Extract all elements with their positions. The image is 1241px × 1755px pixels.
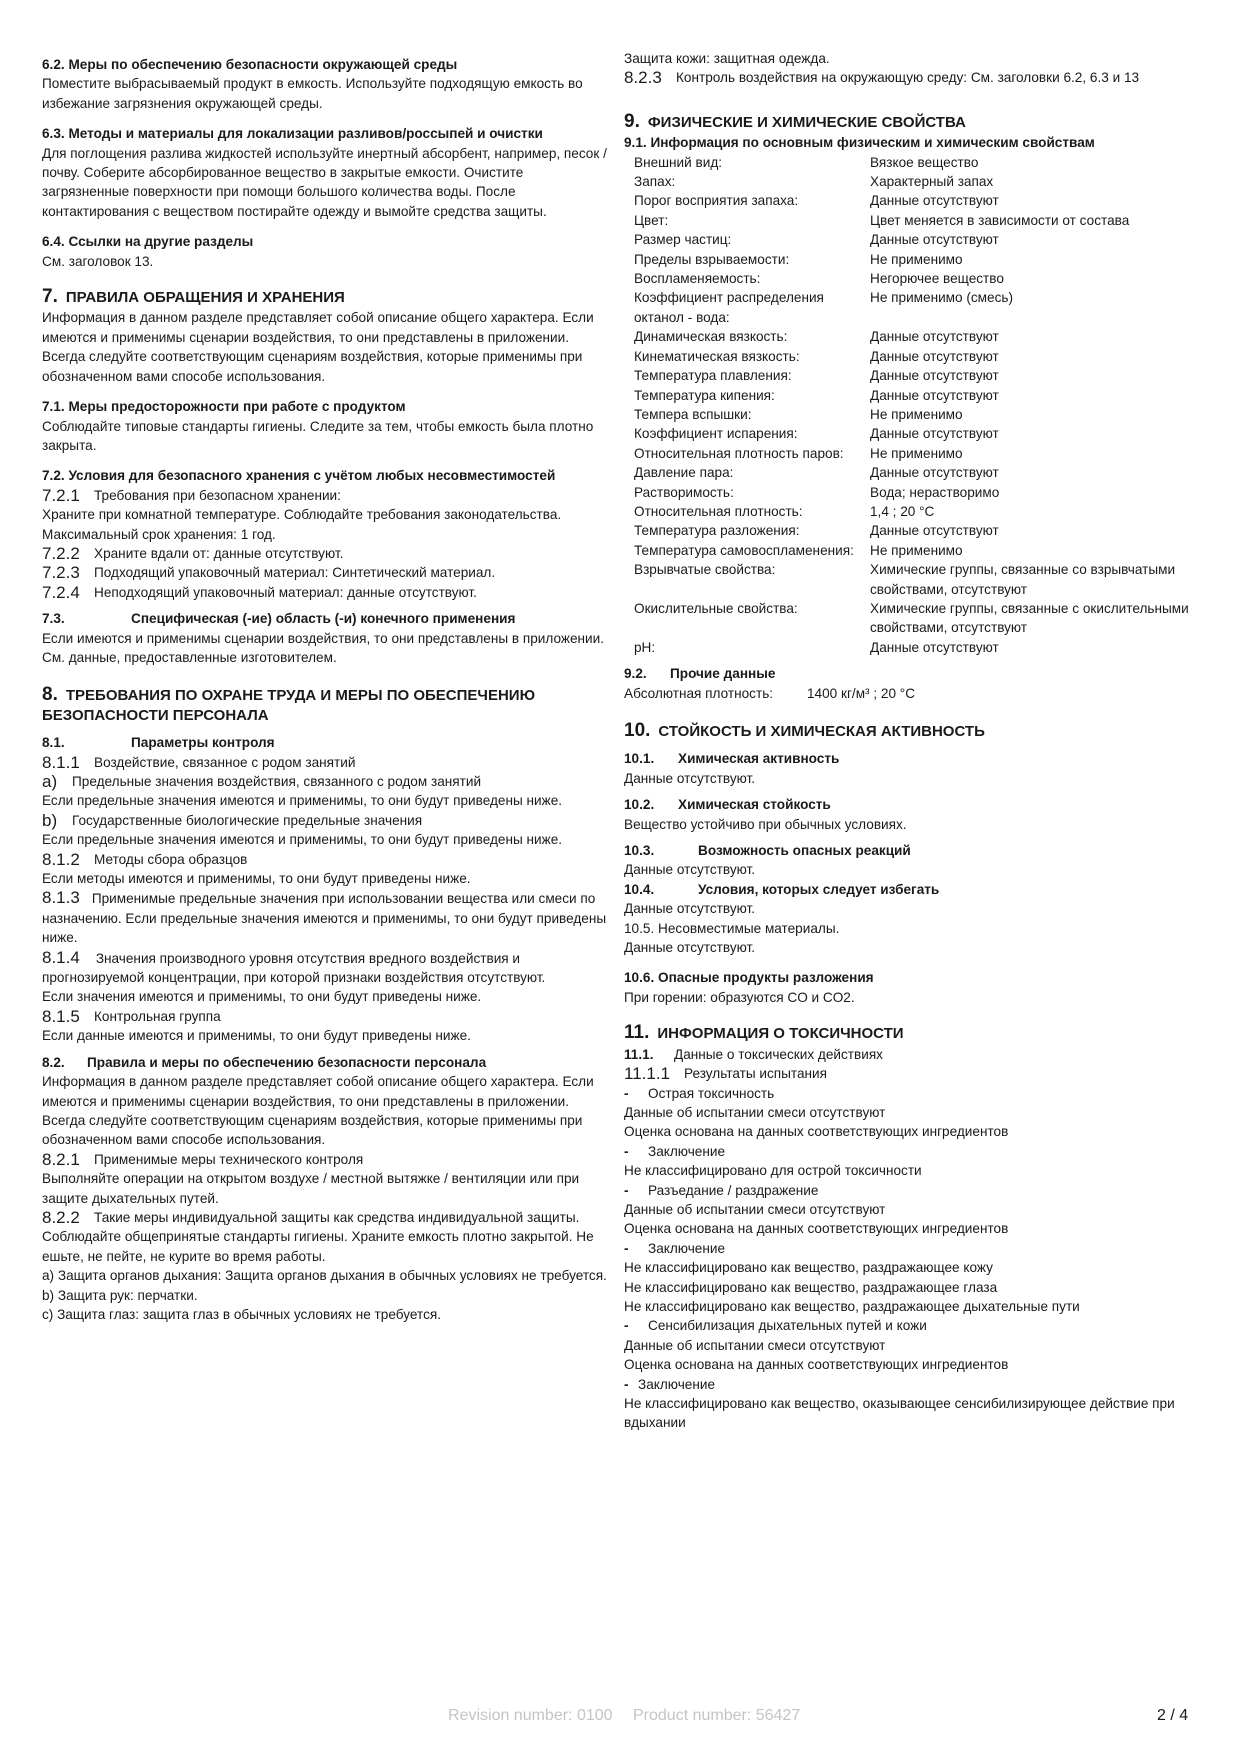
section-10-4-title: 10.4. Условия, которых следует избегать [624, 881, 940, 897]
toxicity-line [624, 1394, 1194, 1433]
item-7-2-4: 7.2.4 Неподходящий упаковочный материал: данные отсутствуют. [42, 582, 477, 602]
toxicity-subheading [624, 1239, 1194, 1258]
item-7-2-3: 7.2.3 Подходящий упаковочный материал: Синтетический материал. [42, 563, 496, 583]
property-label: Размер частиц: [634, 232, 732, 248]
toxicity-subheading [624, 1375, 1194, 1394]
section-10-4-text: Данные отсутствуют. [624, 901, 756, 917]
item-8-2-2-b: b) Защита рук: перчатки. [42, 1287, 198, 1303]
toxicity-line [624, 1219, 1194, 1238]
item-8-1-1-a-text: Если предельные значения имеются и применимы, то они будут приведены ниже. [42, 793, 563, 809]
bullet-dash: - [624, 1085, 629, 1101]
section-7-2-title: 7.2. Условия для безопасного хранения с учётом любых несовместимостей [42, 468, 556, 484]
left-column [42, 55, 610, 1324]
section-10-3-title: 10.3. Возможность опасных реакций [624, 843, 911, 859]
bullet-dash: - [624, 1376, 629, 1392]
section-6-3-title: 6.3. Методы и материалы для локализации разливов/россыпей и очистки [42, 126, 543, 142]
toxicity-text: Не классифицировано для острой токсичности [624, 1163, 922, 1179]
item-8-2-3: 8.2.3 Контроль воздействия на окружающую среду: См. заголовки 6.2, 6.3 и 13 [624, 68, 1140, 88]
property-label: Относительная плотность: [634, 503, 803, 519]
item-7-2-1: 7.2.1 Требования при безопасном хранении: [42, 485, 341, 505]
property-label: Запах: [634, 174, 676, 190]
revision-number: Revision number: 0100 [448, 1707, 613, 1724]
bullet-dash: - [624, 1240, 629, 1256]
toxicity-text: Сенсибилизация дыхательных путей и кожи [648, 1318, 927, 1334]
property-label: Кинематическая вязкость: [634, 348, 800, 364]
toxicity-text: Оценка основана на данных соответствующих ингредиентов [624, 1357, 1009, 1373]
property-value: Данные отсутствуют [870, 193, 999, 209]
toxicity-text: Оценка основана на данных соответствующих ингредиентов [624, 1124, 1009, 1140]
right-column [624, 49, 1194, 1433]
property-value: Не применимо (смесь) [870, 290, 1013, 306]
product-number: Product number: 56427 [633, 1707, 801, 1724]
property-label: Коэффициент распределения октанол - вода: [634, 290, 824, 325]
toxicity-line [624, 1258, 1194, 1277]
property-label: Внешний вид: [634, 154, 723, 170]
bullet-dash: - [624, 1182, 629, 1198]
item-7-2-2: 7.2.2 Храните вдали от: данные отсутствуют. [42, 543, 344, 563]
property-label: pH: [634, 639, 656, 655]
property-value: Данные отсутствуют [870, 348, 999, 364]
section-10-5-title: 10.5. Несовместимые материалы. [624, 920, 840, 936]
property-value: Данные отсутствуют [870, 426, 999, 442]
section-7-3-text: Если имеются и применимы сценарии воздействия, то они представлены в приложении. См. данные, предоставленные изготовителем. [42, 630, 605, 665]
toxicity-text: Данные об испытании смеси отсутствуют [624, 1201, 886, 1217]
property-value: Химические группы, связанные со взрывчатыми свойствами, отсутствуют [870, 562, 1176, 597]
section-7-text: Информация в данном разделе представляет собой описание общего характера. Если имеются и применимы сценарии воздействия, то они представлены в приложении. Всегда следуйте соответствующим сценариям воздействия, которые применимы при обозначенном вами способе использования. [42, 310, 594, 384]
section-10-heading: 10. СТОЙКОСТЬ И ХИМИЧЕСКАЯ АКТИВНОСТЬ [624, 720, 985, 741]
toxicity-subheading [624, 1084, 1194, 1103]
item-8-1-1-a: a) Предельные значения воздействия, связанного с родом занятий [42, 772, 482, 791]
property-value: Данные отсутствуют [870, 523, 999, 539]
property-value: Характерный запах [870, 174, 994, 190]
section-10-3-text: Данные отсутствуют. [624, 862, 756, 878]
item-8-1-5: 8.1.5 Контрольная группа [42, 1006, 221, 1026]
property-value: Химические группы, связанные с окислительными свойствами, отсутствуют [870, 600, 1189, 636]
property-label: Пределы взрываемости: [634, 251, 790, 267]
toxicity-subheading [624, 1316, 1194, 1335]
section-10-5-text: Данные отсутствуют. [624, 940, 756, 956]
toxicity-line [624, 1103, 1194, 1122]
properties-table [634, 153, 1194, 658]
section-10-6-text: При горении: образуются CO и CO2. [624, 989, 855, 1005]
toxicity-text: Не классифицировано как вещество, оказывающее сенсибилизирующее действие при вдыхании [624, 1396, 1175, 1431]
toxicity-line [624, 1122, 1194, 1141]
property-label: Температура плавления: [634, 368, 792, 384]
property-label: Окислительные свойства: [634, 600, 798, 616]
section-9-heading: 9. ФИЗИЧЕСКИЕ И ХИМИЧЕСКИЕ СВОЙСТВА [624, 110, 966, 132]
property-label: Динамическая вязкость: [634, 329, 788, 345]
section-9-1-title: 9.1. Информация по основным физическим и химическим свойствам [624, 135, 1095, 151]
item-8-1-5-text: Если данные имеются и применимы, то они будут приведены ниже. [42, 1028, 471, 1044]
item-8-2-2: 8.2.2 Такие меры индивидуальной защиты как средства индивидуальной защиты. [42, 1207, 580, 1227]
property-value: Не применимо [870, 251, 963, 267]
section-6-2-title: 6.2. Меры по обеспечению безопасности окружающей среды [42, 57, 458, 72]
item-8-2-1-text: Выполняйте операции на открытом воздухе / местной вытяжке / вентиляции или при защите дыхательных путей. [42, 1171, 580, 1206]
property-label: Порог восприятия запаха: [634, 193, 799, 209]
toxicity-text: Данные об испытании смеси отсутствуют [624, 1104, 886, 1120]
property-value: 1,4 ; 20 °C [870, 503, 935, 519]
item-7-2-1-text: Храните при комнатной температуре. Соблюдайте требования законодательства. Максимальный срок хранения: 1 год. [42, 507, 562, 542]
property-value: Вязкое вещество [870, 154, 979, 170]
section-6-4-text: См. заголовок 13. [42, 253, 154, 269]
property-value: Данные отсутствуют [870, 387, 999, 403]
item-8-2-2-c: c) Защита глаз: защита глаз в обычных условиях не требуется. [42, 1306, 442, 1322]
property-label: Темпера вспышки: [634, 406, 752, 422]
toxicity-text: Заключение [638, 1376, 716, 1392]
property-value: Данные отсутствуют [870, 329, 999, 345]
section-7-1-title: 7.1. Меры предосторожности при работе с продуктом [42, 399, 406, 415]
section-8-2-text: Информация в данном разделе представляет собой описание общего характера. Если имеются и применимы сценарии воздействия, то они представлены в приложении. Всегда следуйте соответствующим сценариям воздействия, которые применимы при обозначенном вами способе использования. [42, 1074, 594, 1148]
section-10-2-title: 10.2. Химическая стойкость [624, 797, 831, 813]
item-8-2-2-text: Соблюдайте общепринятые стандарты гигиены. Храните емкость плотно закрытой. Не ешьте, не пейте, не курите во время работы. [42, 1229, 594, 1264]
section-7-heading: 7. ПРАВИЛА ОБРАЩЕНИЯ И ХРАНЕНИЯ [42, 286, 345, 308]
toxicity-line [624, 1355, 1194, 1374]
property-value: Не применимо [870, 445, 963, 461]
property-value: Данные отсутствуют [870, 232, 999, 248]
section-11-heading: 11. ИНФОРМАЦИЯ О ТОКСИЧНОСТИ [624, 1022, 904, 1044]
property-label: Относительная плотность паров: [634, 445, 844, 461]
section-10-2-text: Вещество устойчиво при обычных условиях. [624, 816, 907, 832]
toxicity-text: Не классифицировано как вещество, раздражающее кожу [624, 1260, 993, 1276]
item-8-1-4-text: Если значения имеются и применимы, то они будут приведены ниже. [42, 989, 482, 1005]
item-8-1-1: 8.1.1 Воздействие, связанное с родом занятий [42, 752, 356, 772]
toxicity-text: Данные об испытании смеси отсутствуют [624, 1337, 886, 1353]
item-8-1-1-b-text: Если предельные значения имеются и применимы, то они будут приведены ниже. [42, 832, 563, 848]
item-8-2-1: 8.2.1 Применимые меры технического контроля [42, 1149, 364, 1169]
section-11-1-title: 11.1. Данные о токсических действиях [624, 1046, 883, 1062]
item-8-1-2-text: Если методы имеются и применимы, то они будут приведены ниже. [42, 871, 471, 887]
bullet-dash: - [624, 1318, 629, 1334]
property-value: Вода; нерастворимо [870, 484, 1000, 500]
section-6-4-title: 6.4. Ссылки на другие разделы [42, 234, 254, 250]
section-7-1-text: Соблюдайте типовые стандарты гигиены. Следите за тем, чтобы емкость была плотно закрыта. [42, 418, 594, 453]
property-label: Температура самовоспламенения: [634, 542, 854, 558]
toxicity-text: Не классифицировано как вещество, раздражающее глаза [624, 1279, 998, 1295]
property-value: Данные отсутствуют [870, 639, 999, 655]
item-8-1-4: 8.1.4 Значения производного уровня отсутствия вредного воздействия и прогнозируемой концентрации, при которой признаки воздействия отсутствуют. [42, 947, 546, 986]
property-value: Негорючее вещество [870, 271, 1004, 287]
item-11-1-1: 11.1.1 Результаты испытания [624, 1064, 827, 1084]
property-label: Растворимость: [634, 484, 734, 500]
section-10-6-title: 10.6. Опасные продукты разложения [624, 970, 874, 986]
skin-protection: Защита кожи: защитная одежда. [624, 51, 830, 66]
property-value: Цвет меняется в зависимости от состава [870, 212, 1130, 228]
property-label: Коэффициент испарения: [634, 426, 798, 442]
section-6-3-text: Для поглощения разлива жидкостей используйте инертный абсорбент, например, песок / почву. Соберите абсорбированное вещество в закрытые емкости. Очистите загрязненные поверхности при помощи большого количества воды. После контактирования с веществом постирайте одежду и вымойте средства защиты. [42, 145, 607, 219]
absolute-density: Абсолютная плотность: 1400 кг/м³ ; 20 °C [624, 685, 916, 701]
property-label: Температура кипения: [634, 387, 775, 403]
property-label: Давление пара: [634, 465, 734, 481]
toxicity-line [624, 1297, 1194, 1316]
item-8-1-1-b: b) Государственные биологические предельные значения [42, 810, 423, 830]
toxicity-line [624, 1278, 1194, 1297]
toxicity-text: Заключение [648, 1143, 726, 1159]
toxicity-subheading [624, 1181, 1194, 1200]
page-number: 2 / 4 [1157, 1707, 1189, 1724]
bullet-dash: - [624, 1143, 629, 1159]
section-7-3-title: 7.3. Специфическая (-ие) область (-и) конечного применения [42, 611, 516, 627]
toxicity-line [624, 1336, 1194, 1355]
toxicity-text: Не классифицировано как вещество, раздражающее дыхательные пути [624, 1298, 1080, 1314]
section-6-2-text: Поместите выбрасываемый продукт в емкость. Используйте подходящую емкость во избежание загрязнения окружающей среды. [42, 76, 583, 111]
property-value: Не применимо [870, 406, 963, 422]
toxicity-subheading [624, 1142, 1194, 1161]
item-8-1-3: 8.1.3 Применимые предельные значения при использовании вещества или смеси по назначению. Если предельные значения имеются и применимы, то они будут приведены ниже. [42, 888, 607, 946]
toxicity-text: Оценка основана на данных соответствующих ингредиентов [624, 1221, 1009, 1237]
toxicity-text: Заключение [648, 1240, 726, 1256]
section-8-2-title: 8.2. Правила и меры по обеспечению безопасности персонала [42, 1054, 487, 1070]
section-10-1-text: Данные отсутствуют. [624, 770, 756, 786]
toxicity-line [624, 1200, 1194, 1219]
property-value: Не применимо [870, 542, 963, 558]
property-value: Данные отсутствуют [870, 465, 999, 481]
toxicity-text: Острая токсичность [648, 1085, 775, 1101]
section-9-2-title: 9.2. Прочие данные [624, 666, 776, 682]
toxicity-text: Разъедание / раздражение [648, 1182, 819, 1198]
item-8-1-2: 8.1.2 Методы сбора образцов [42, 849, 248, 869]
item-8-2-2-a: a) Защита органов дыхания: Защита органов дыхания в обычных условиях не требуется. [42, 1268, 607, 1284]
toxicity-line [624, 1161, 1194, 1180]
section-8-1-title: 8.1. Параметры контроля [42, 735, 275, 751]
property-label: Взрывчатые свойства: [634, 562, 776, 578]
section-8-heading: 8. ТРЕБОВАНИЯ ПО ОХРАНЕ ТРУДА И МЕРЫ ПО ОБЕСПЕЧЕНИЮ БЕЗОПАСНОСТИ ПЕРСОНАЛА [42, 684, 536, 724]
section-10-1-title: 10.1. Химическая активность [624, 751, 840, 767]
property-label: Цвет: [634, 212, 669, 228]
property-label: Температура разложения: [634, 523, 800, 539]
property-label: Воспламеняемость: [634, 271, 761, 287]
toxicity-results [624, 1084, 1194, 1433]
property-value: Данные отсутствуют [870, 368, 999, 384]
